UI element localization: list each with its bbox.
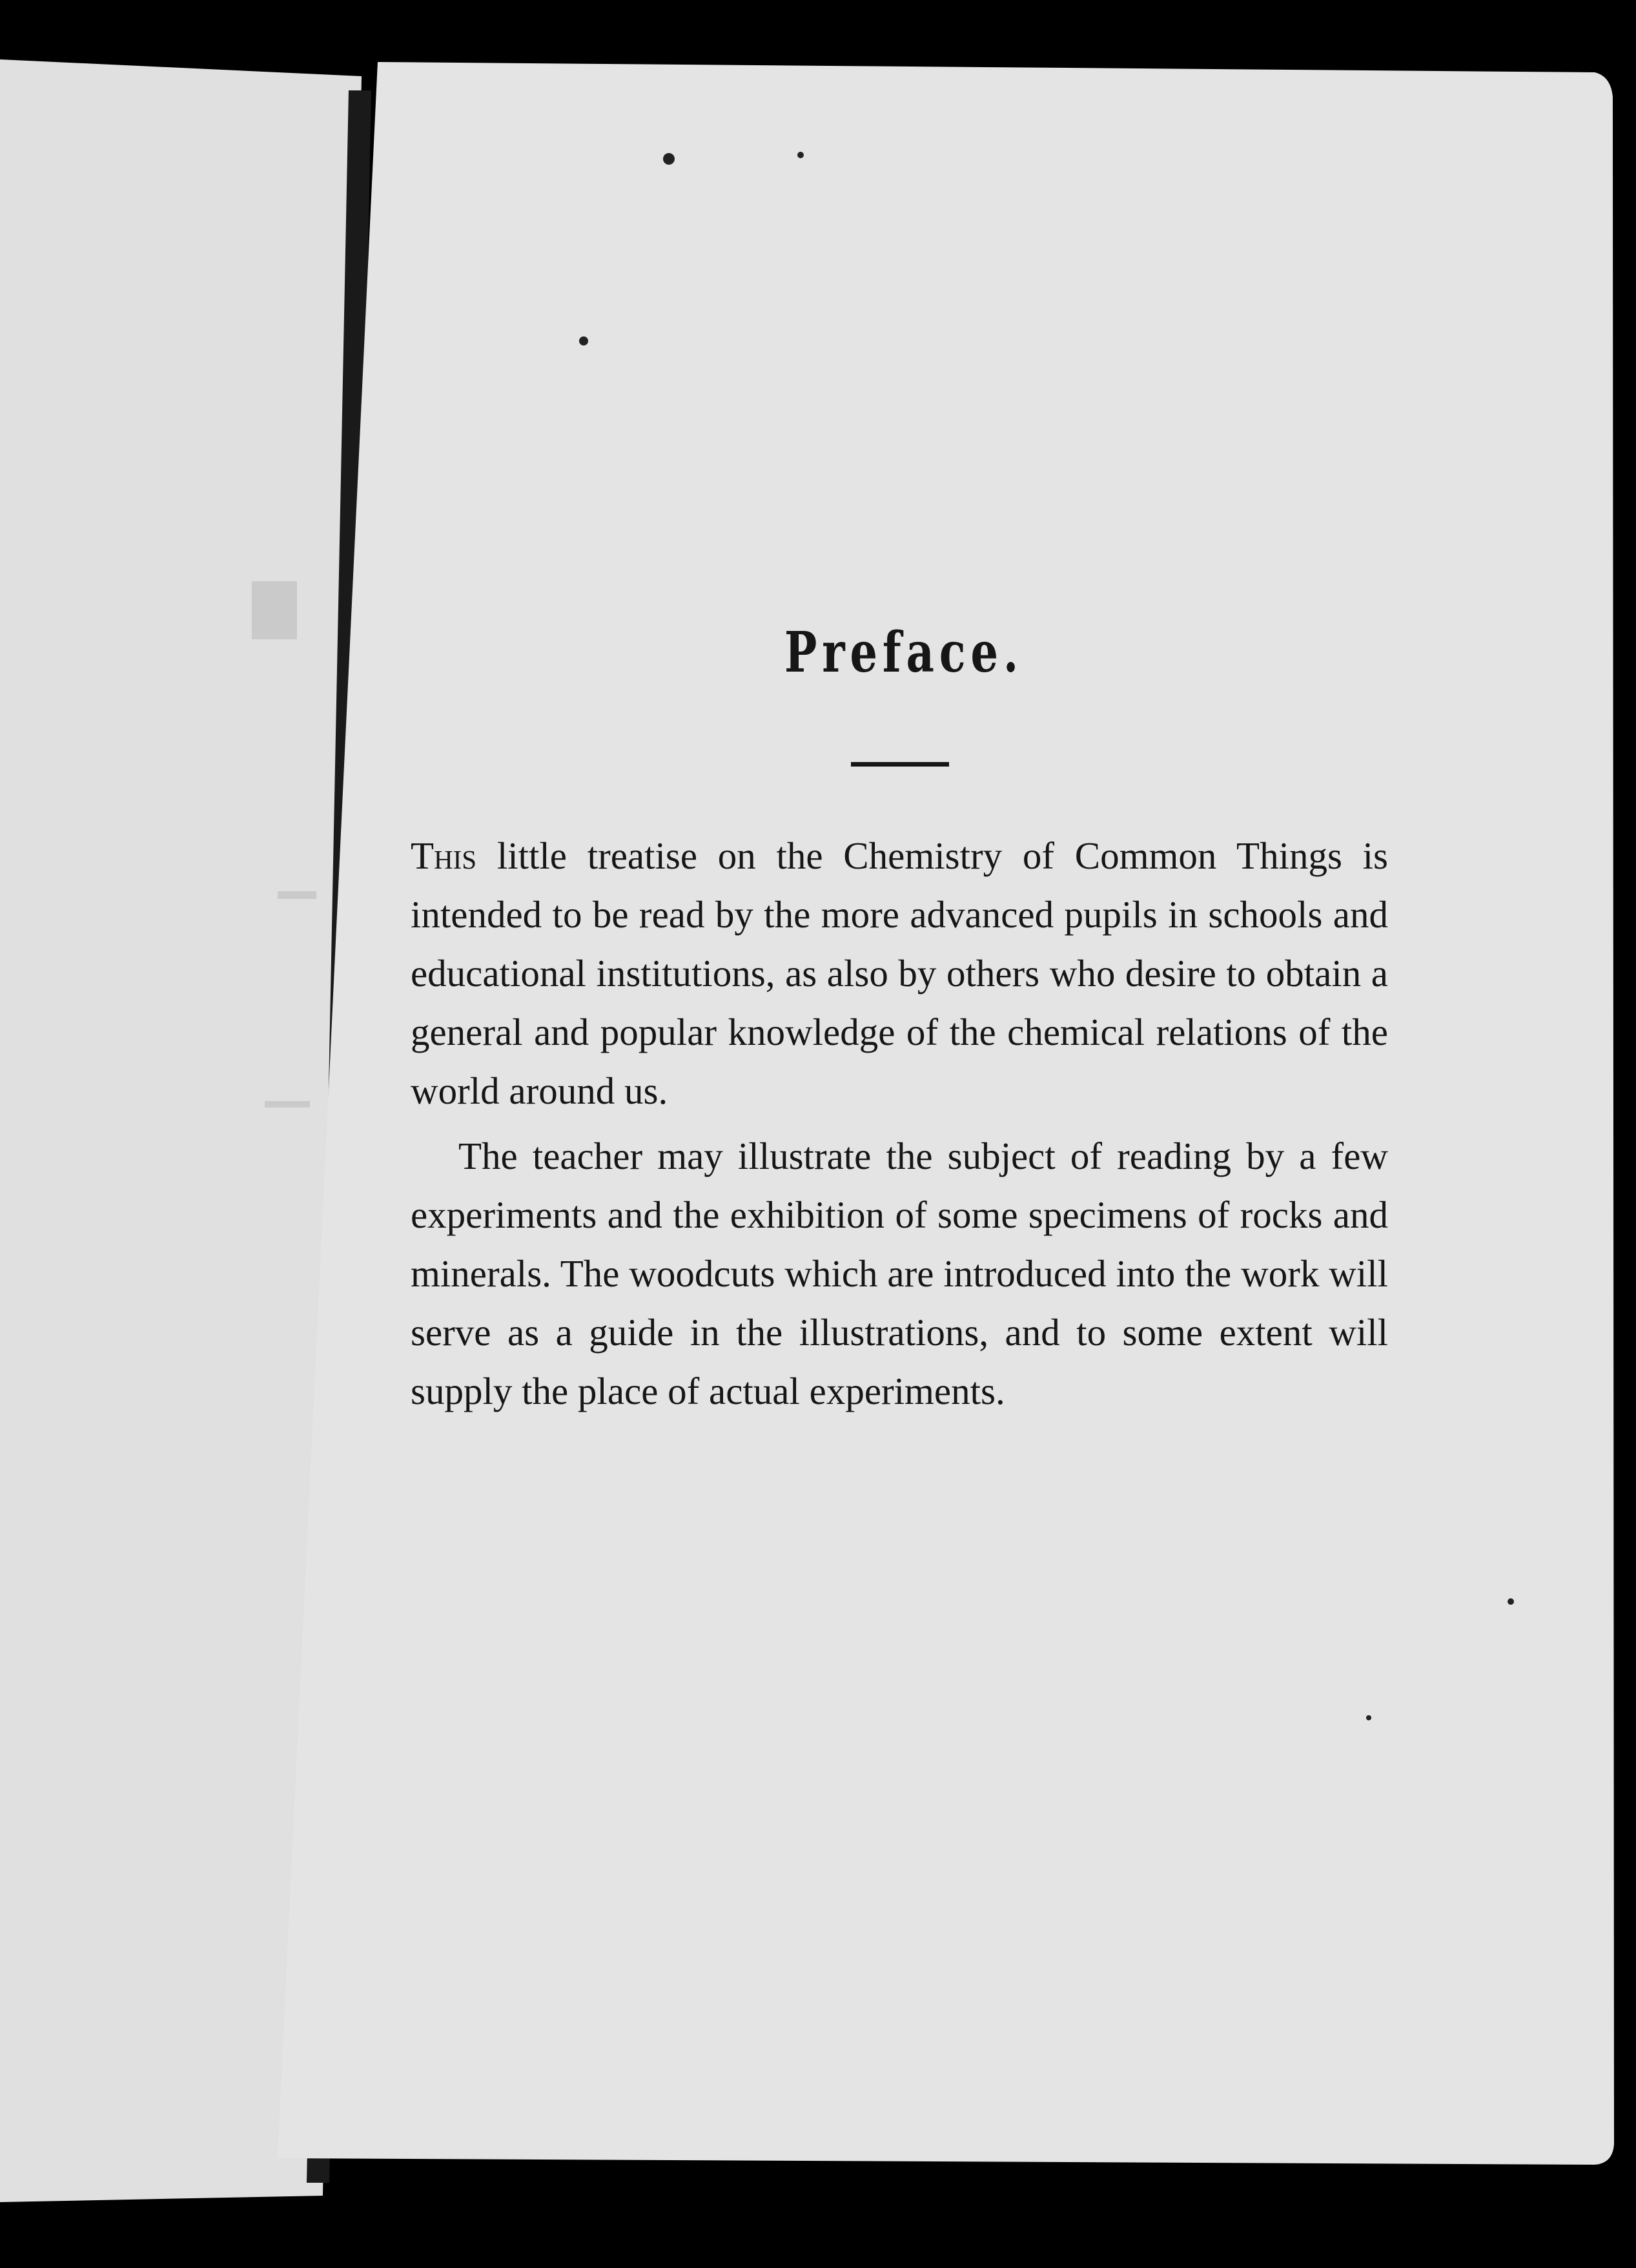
page-heading: Preface.	[784, 620, 1024, 685]
paragraph-1-lead: This	[411, 834, 477, 877]
paragraph-1	[411, 827, 1388, 1120]
preface-text	[411, 827, 1388, 1421]
heading-rule	[851, 762, 949, 767]
paragraph-2: The teacher may illustrate the subject of reading by a few experiments and the exhibition of some specimens of rocks and minerals. The woodcuts which are introduced into the work will serve as a guide in the illustrations, and to some extent will supply the place of actual experiments.	[411, 1135, 1388, 1412]
paragraph-1-text: little treatise on the Chemistry of Common Things is intended to be read by the more advanced pupils in schools and educational institutions, as also by others who desire to obtain a general and popular knowledge of the chemical relations of the world around us.	[411, 834, 1388, 1112]
